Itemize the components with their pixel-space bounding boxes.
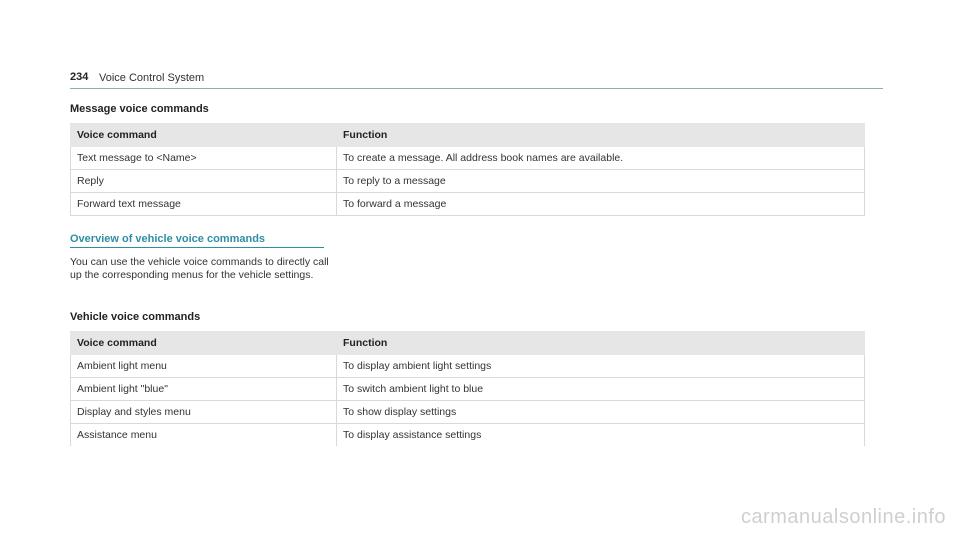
voice-command-cell: Text message to <Name>	[71, 147, 337, 170]
column-header-voice-command: Voice command	[71, 332, 337, 355]
message-commands-title: Message voice commands	[70, 103, 209, 115]
page-number: 234	[70, 71, 89, 83]
function-cell: To forward a message	[337, 193, 865, 216]
function-cell: To show display settings	[337, 401, 865, 424]
function-cell: To switch ambient light to blue	[337, 378, 865, 401]
function-cell: To display assistance settings	[337, 424, 865, 447]
voice-command-cell: Display and styles menu	[71, 401, 337, 424]
table-row	[71, 401, 865, 424]
function-cell: To reply to a message	[337, 170, 865, 193]
table-row	[71, 147, 865, 170]
table-header-row	[71, 124, 865, 147]
voice-command-cell: Forward text message	[71, 193, 337, 216]
column-header-function: Function	[337, 124, 865, 147]
table-row	[71, 378, 865, 401]
column-header-voice-command: Voice command	[71, 124, 337, 147]
overview-paragraph: You can use the vehicle voice commands to directly call up the corresponding menus for the vehicle settings.	[70, 256, 329, 281]
voice-command-cell: Ambient light menu	[71, 355, 337, 378]
function-cell: To display ambient light settings	[337, 355, 865, 378]
watermark: carmanualsonline.info	[740, 506, 946, 528]
page-header	[70, 71, 883, 89]
function-cell: To create a message. All address book names are available.	[337, 147, 865, 170]
voice-command-cell: Ambient light "blue"	[71, 378, 337, 401]
column-header-function: Function	[337, 332, 865, 355]
vehicle-commands-title: Vehicle voice commands	[70, 311, 201, 323]
table-header-row	[71, 332, 865, 355]
table-row	[71, 193, 865, 216]
chapter-title: Voice Control System	[99, 72, 205, 84]
table-row	[71, 355, 865, 378]
table-row	[71, 170, 865, 193]
voice-command-cell: Reply	[71, 170, 337, 193]
table-row	[71, 424, 865, 447]
vehicle-commands-table	[70, 331, 865, 446]
voice-command-cell: Assistance menu	[71, 424, 337, 447]
overview-heading: Overview of vehicle voice commands	[70, 233, 324, 248]
message-commands-table	[70, 123, 865, 216]
